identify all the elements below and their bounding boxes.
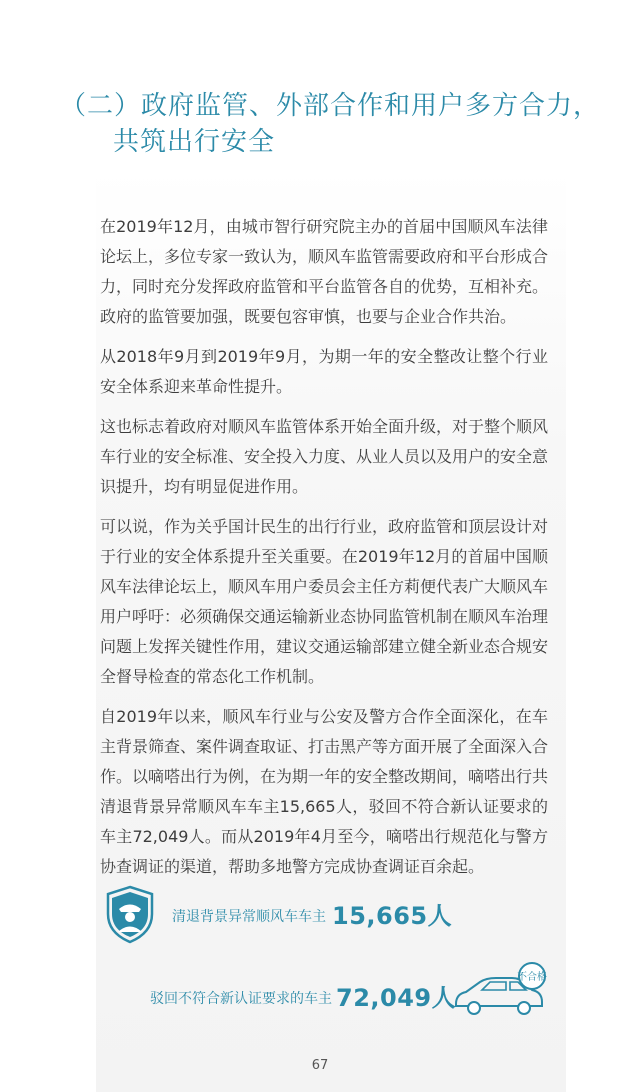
stat-rejected-drivers — [150, 960, 590, 1020]
paragraph: 在2019年12月，由城市智行研究院主办的首届中国顺风车法律论坛上，多位专家一致认为，顺风车监管需要政府和平台形成合力，同时充分发挥政府监管和平台监管各自的优势，互相补充。政府的监管要加强，既要包容审慎，也要与企业合作共治。 — [100, 217, 549, 326]
rejected-value: 72,049人 — [336, 984, 457, 1012]
section-heading — [60, 88, 600, 160]
police-shield-icon — [104, 884, 156, 944]
paragraph: 这也标志着政府对顺风车监管体系开始全面升级，对于整个顺风车行业的安全标准、安全投入力度、从业人员以及用户的安全意识提升，均有明显促进作用。 — [100, 417, 549, 496]
removed-label: 清退背景异常顺风车车主 — [172, 909, 326, 925]
paragraph: 从2018年9月到2019年9月，为期一年的安全整改让整个行业安全体系迎来革命性提升。 — [100, 347, 548, 396]
car-icon — [450, 962, 550, 1018]
heading-line-1: （二）政府监管、外部合作和用户多方合力， — [60, 91, 601, 121]
car-tag: 不合格 — [517, 972, 547, 983]
stat-removed-drivers — [104, 884, 534, 948]
page-number: 67 — [311, 1058, 329, 1073]
rejected-label: 驳回不符合新认证要求的车主 — [150, 991, 332, 1007]
article-body — [100, 212, 548, 892]
paragraph: 可以说，作为关乎国计民生的出行行业，政府监管和顶层设计对于行业的安全体系提升至关重要。在2019年12月的首届中国顺风车法律论坛上，顺风车用户委员会主任方莉便代表广大顺风车用户呼吁：必须确保交通运输新业态协同监管机制在顺风车治理问题上发挥关键性作用，建议交通运输部建立健全新业态合规安全督导检查的常态化工作机制。 — [100, 517, 549, 686]
removed-value: 15,665人 — [332, 902, 453, 930]
paragraph: 自2019年以来，顺风车行业与公安及警方合作全面深化，在车主背景筛查、案件调查取证、打击黑产等方面开展了全面深入合作。以嘀嗒出行为例，在为期一年的安全整改期间，嘀嗒出行共清退背景异常顺风车车主15,665人，驳回不符合新认证要求的车主72,049人。而从2019年4月至今，嘀嗒出行规范化与警方协查调证的渠道，帮助多地警方完成协查调证百余起。 — [100, 707, 549, 876]
heading-line-2: 共筑出行安全 — [113, 127, 276, 157]
